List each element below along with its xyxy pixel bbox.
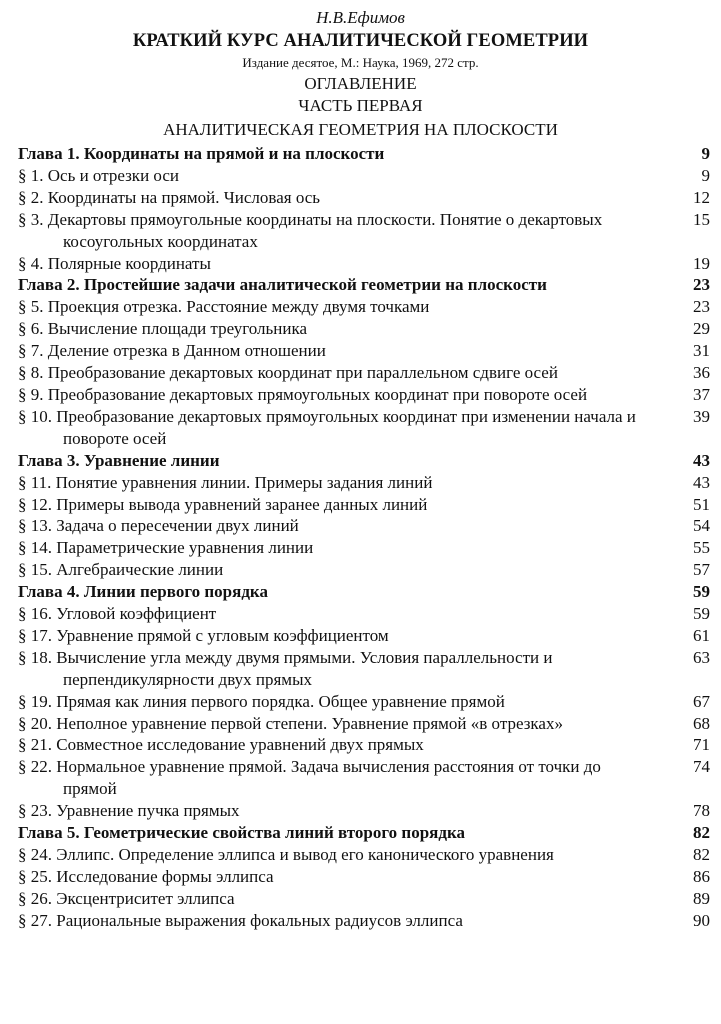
toc-entry-title: § 11. Понятие уравнения линии. Примеры задания линий (18, 472, 433, 492)
toc-entry-title: § 4. Полярные координаты (18, 253, 211, 273)
toc-section-entry (18, 384, 710, 406)
toc-entry-page: 12 (693, 187, 710, 207)
toc-entry-title: Глава 2. Простейшие задачи аналитической геометрии на плоскости (18, 275, 547, 295)
edition-info: Издание десятое, М.: Наука, 1969, 272 стр. (242, 55, 479, 70)
book-title: КРАТКИЙ КУРС АНАЛИТИЧЕСКОЙ ГЕОМЕТРИИ (132, 31, 589, 51)
toc-entry-page: 68 (693, 713, 710, 733)
toc-entry-title: § 25. Исследование формы эллипса (18, 866, 274, 886)
toc-section-entry (18, 515, 710, 537)
toc-entry-title: § 15. Алгебраические линии (18, 560, 224, 580)
toc-entry-page: 89 (693, 888, 710, 908)
toc-entry-title: § 27. Рациональные выражения фокальных радиусов эллипса (18, 910, 463, 930)
toc-section-entry (18, 296, 710, 318)
toc-entry-title: § 1. Ось и отрезки оси (18, 165, 179, 185)
toc-entry-page: 86 (693, 866, 710, 886)
toc-entry-title: § 5. Проекция отрезка. Расстояние между двумя точками (18, 297, 430, 317)
toc-entry-title: § 10. Преобразование декартовых прямоугольных координат при изменении начала и повороте осей (18, 406, 636, 448)
toc-entry-page: 57 (693, 560, 710, 580)
toc-section-entry (18, 625, 710, 647)
toc-entry-title: § 7. Деление отрезка в Данном отношении (18, 341, 326, 361)
toc-section-entry (18, 253, 710, 275)
toc-entry-page: 29 (693, 319, 710, 339)
toc-entry-title: § 12. Примеры вывода уравнений заранее данных линий (18, 494, 428, 514)
toc-entry-page: 39 (693, 406, 710, 426)
toc-entry-page: 55 (693, 538, 710, 558)
toc-entry-page: 9 (701, 165, 710, 185)
toc-entry-title: § 22. Нормальное уравнение прямой. Задача вычисления расстояния от точки до прямой (18, 757, 601, 799)
toc-entry-page: 63 (693, 647, 710, 667)
toc-section-entry (18, 559, 710, 581)
toc-entry-page: 78 (693, 801, 710, 821)
toc-section-entry (18, 187, 710, 209)
toc-section-entry (18, 756, 710, 800)
toc-entry-page: 54 (693, 516, 710, 536)
toc-section-entry (18, 494, 710, 516)
toc-section-entry (18, 910, 710, 932)
toc-entry-page: 67 (693, 691, 710, 711)
toc-section-entry (18, 165, 710, 187)
toc-entry-page: 15 (693, 209, 710, 229)
toc-section-entry (18, 691, 710, 713)
toc-section-entry (18, 888, 710, 910)
toc-entry-page: 59 (693, 582, 710, 602)
toc-section-entry (18, 340, 710, 362)
toc-entry-title: § 23. Уравнение пучка прямых (18, 801, 240, 821)
toc-section-entry (18, 647, 710, 691)
toc-section-entry (18, 472, 710, 494)
toc-entry-page: 19 (693, 253, 710, 273)
toc-entry-title: Глава 1. Координаты на прямой и на плоскости (18, 144, 385, 163)
toc-section-entry (18, 713, 710, 735)
toc-entry-page: 37 (693, 384, 710, 404)
toc-entry-title: § 19. Прямая как линия первого порядка. Общее уравнение прямой (18, 691, 505, 711)
toc-entry-title: Глава 3. Уравнение линии (18, 450, 220, 470)
table-of-contents (18, 143, 710, 932)
toc-entry-title: § 16. Угловой коэффициент (18, 604, 217, 624)
toc-entry-title: § 24. Эллипс. Определение эллипса и вывод его канонического уравнения (18, 845, 554, 864)
toc-entry-title: § 14. Параметрические уравнения линии (18, 538, 314, 558)
toc-entry-title: § 8. Преобразование декартовых координат при параллельном сдвиге осей (18, 363, 558, 383)
toc-entry-page: 43 (693, 472, 710, 492)
toc-entry-page: 23 (693, 275, 710, 295)
toc-entry-page: 9 (701, 144, 710, 163)
toc-entry-title: § 2. Координаты на прямой. Числовая ось (18, 187, 321, 207)
toc-entry-page: 74 (693, 757, 710, 777)
toc-entry-title: § 18. Вычисление угла между двумя прямыми. Условия параллельности и перпендикулярности двух прямых (18, 647, 553, 689)
author: Н.В.Ефимов (316, 8, 405, 27)
toc-entry-page: 59 (693, 604, 710, 624)
toc-chapter-entry (18, 450, 710, 472)
toc-section-entry (18, 844, 710, 866)
toc-entry-title: § 20. Неполное уравнение первой степени. Уравнение прямой «в отрезках» (18, 713, 563, 733)
toc-entry-title: § 26. Эксцентриситет эллипса (18, 888, 235, 908)
toc-section-entry (18, 734, 710, 756)
toc-entry-page: 82 (693, 845, 710, 864)
toc-entry-page: 31 (693, 341, 710, 361)
toc-section-entry (18, 800, 710, 822)
toc-entry-page: 90 (693, 910, 710, 930)
toc-chapter-entry (18, 581, 710, 603)
toc-section-entry (18, 866, 710, 888)
toc-entry-page: 61 (693, 625, 710, 645)
toc-entry-title: § 3. Декартовы прямоугольные координаты на плоскости. Понятие о декартовых косоугольных координатах (18, 209, 603, 251)
toc-chapter-entry (18, 143, 710, 165)
contents-heading: ОГЛАВЛЕНИЕ (304, 74, 417, 93)
part-heading: ЧАСТЬ ПЕРВАЯ (298, 96, 423, 115)
toc-section-entry (18, 537, 710, 559)
toc-entry-title: Глава 4. Линии первого порядка (18, 582, 268, 602)
toc-entry-page: 51 (693, 494, 710, 514)
toc-chapter-entry (18, 274, 710, 296)
toc-entry-title: § 21. Совместное исследование уравнений двух прямых (18, 735, 424, 755)
toc-section-entry (18, 318, 710, 340)
toc-entry-page: 36 (693, 363, 710, 383)
toc-entry-page: 82 (693, 823, 710, 843)
toc-entry-title: Глава 5. Геометрические свойства линий второго порядка (18, 823, 465, 843)
toc-section-entry (18, 603, 710, 625)
toc-entry-title: § 6. Вычисление площади треугольника (18, 319, 307, 339)
toc-entry-title: § 13. Задача о пересечении двух линий (18, 516, 299, 536)
toc-entry-page: 71 (693, 735, 710, 755)
toc-entry-title: § 9. Преобразование декартовых прямоугольных координат при повороте осей (18, 384, 588, 404)
toc-entry-title: § 17. Уравнение прямой с угловым коэффициентом (18, 625, 389, 645)
toc-entry-page: 23 (693, 297, 710, 317)
toc-entry-page: 43 (693, 450, 710, 470)
part-title: АНАЛИТИЧЕСКАЯ ГЕОМЕТРИЯ НА ПЛОСКОСТИ (163, 120, 558, 139)
toc-section-entry (18, 362, 710, 384)
toc-chapter-entry (18, 822, 710, 844)
toc-section-entry (18, 209, 710, 253)
toc-section-entry (18, 406, 710, 450)
